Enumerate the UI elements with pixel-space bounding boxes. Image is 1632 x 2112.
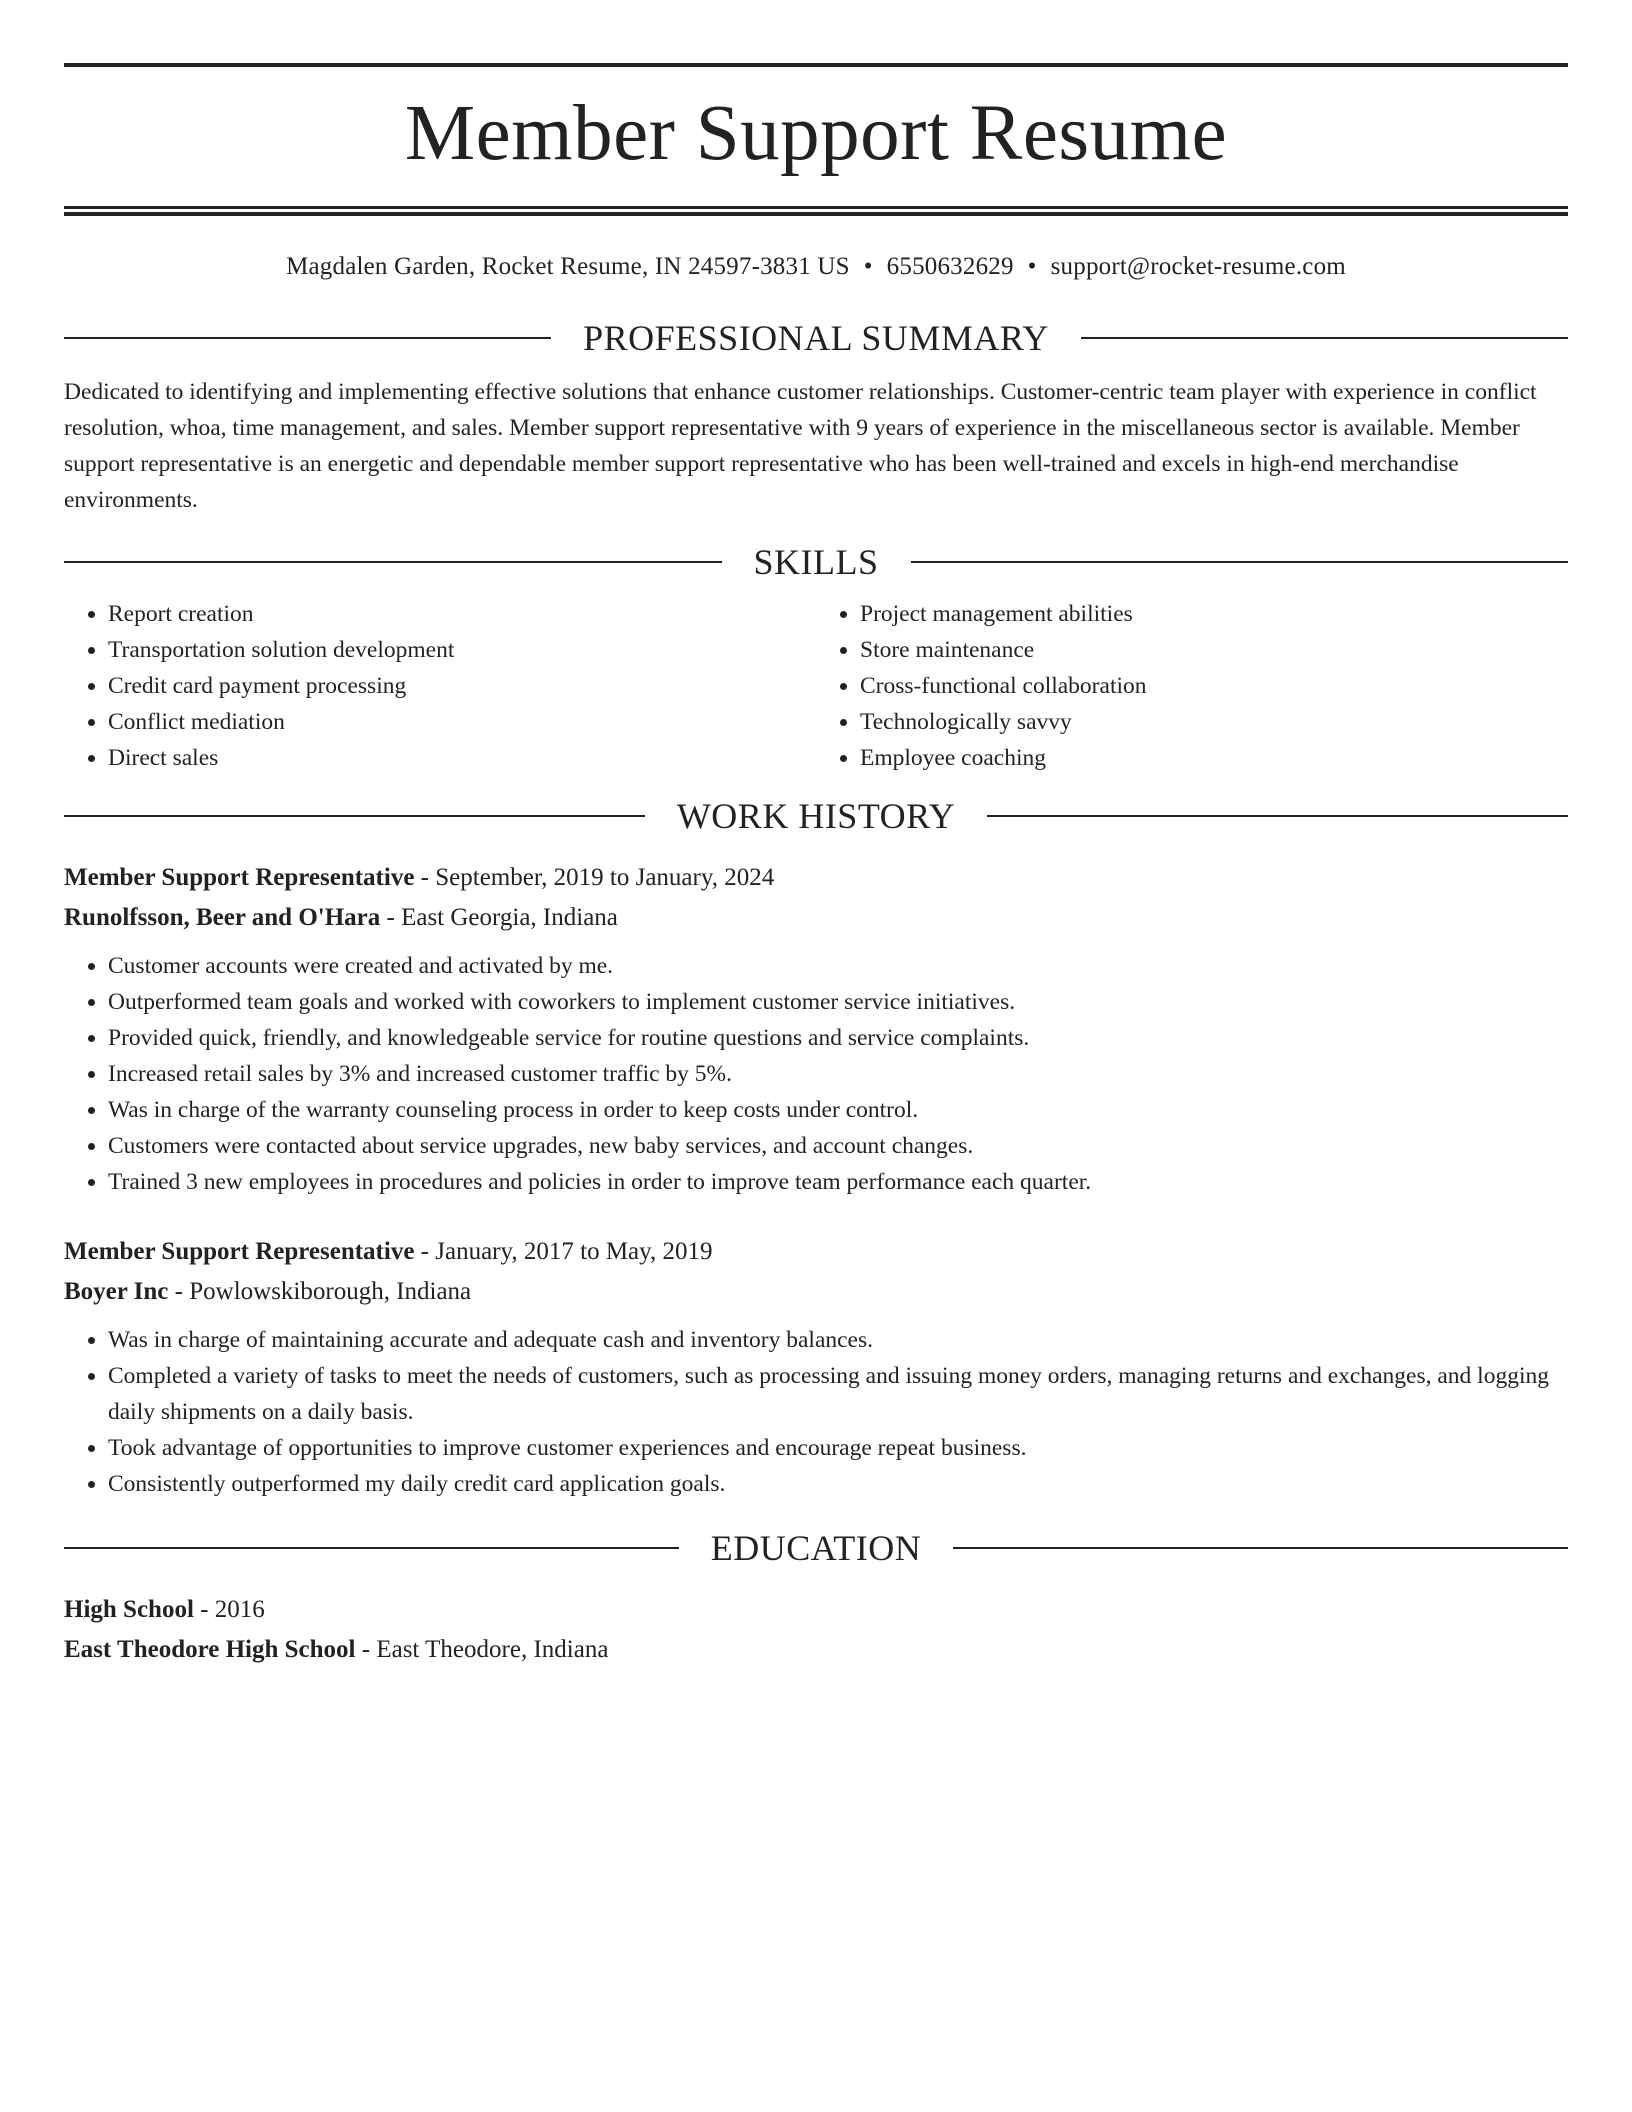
education-entry xyxy=(64,1590,1568,1670)
section-rule xyxy=(1081,337,1568,339)
skill-item: • Employee coaching xyxy=(860,740,1568,776)
job-dates: - January, 2017 to May, 2019 xyxy=(414,1238,713,1265)
section-rule xyxy=(64,1547,679,1549)
job-title: Member Support Representative xyxy=(64,864,415,891)
contact-phone: 6550632629 xyxy=(886,253,1014,280)
education-degree: High School xyxy=(64,1596,194,1623)
job-company: Boyer Inc xyxy=(64,1278,169,1305)
education-year: - 2016 xyxy=(193,1596,265,1623)
job-dates: - September, 2019 to January, 2024 xyxy=(414,864,775,891)
section-header-work xyxy=(64,792,1568,840)
education-school-line xyxy=(64,1630,1568,1670)
page-title: Member Support Resume xyxy=(404,90,1228,177)
skill-item: • Cross-functional collaboration xyxy=(860,668,1568,704)
skills-column-right xyxy=(816,596,1568,776)
skill-item: • Conflict mediation xyxy=(108,704,816,740)
section-rule xyxy=(911,561,1569,563)
job-company-line xyxy=(64,898,1568,938)
job-bullet: • Trained 3 new employees in procedures and policies in order to improve team performance each quarter. xyxy=(108,1164,1568,1200)
section-title-skills: SKILLS xyxy=(753,542,879,582)
job-location: - Powlowskiborough, Indiana xyxy=(168,1278,472,1305)
job-bullet: • Increased retail sales by 3% and increased customer traffic by 5%. xyxy=(108,1056,1568,1092)
job-bullet: • Customers were contacted about service upgrades, new baby services, and account changes. xyxy=(108,1128,1568,1164)
job-bullets xyxy=(64,1322,1568,1502)
skill-item: • Credit card payment processing xyxy=(108,668,816,704)
job-bullet: • Outperformed team goals and worked with coworkers to implement customer service initiatives. xyxy=(108,984,1568,1020)
skill-item: • Direct sales xyxy=(108,740,816,776)
job-bullets xyxy=(64,948,1568,1200)
skill-item: • Technologically savvy xyxy=(860,704,1568,740)
job-company: Runolfsson, Beer and O'Hara xyxy=(64,904,381,931)
job-bullet: • Consistently outperformed my daily credit card application goals. xyxy=(108,1466,1568,1502)
section-title-education: EDUCATION xyxy=(710,1528,922,1568)
section-title-summary: PROFESSIONAL SUMMARY xyxy=(583,318,1049,358)
job-bullet: • Took advantage of opportunities to improve customer experiences and encourage repeat business. xyxy=(108,1430,1568,1466)
job-location: - East Georgia, Indiana xyxy=(380,904,618,931)
job-title: Member Support Representative xyxy=(64,1238,415,1265)
section-rule xyxy=(64,337,551,339)
job-bullet: • Completed a variety of tasks to meet the needs of customers, such as processing and issuing money orders, managing returns and exchanges, and logging daily shipments on a daily basis. xyxy=(108,1358,1568,1430)
title-double-rule xyxy=(64,206,1568,216)
skill-item: • Store maintenance xyxy=(860,632,1568,668)
summary-text: Dedicated to identifying and implementing effective solutions that enhance customer relationships. Customer-centric team player with experience in conflict resolution, whoa, time management, and sales. Member support representative with 9 years of experience in the miscellaneous sector is available. Member support representative is an energetic and dependable member support representative who has been well-trained and excels in high-end merchandise environments. xyxy=(64,379,1537,513)
education-school: East Theodore High School xyxy=(64,1636,356,1663)
job-company-line xyxy=(64,1272,1568,1312)
skill-item: • Report creation xyxy=(108,596,816,632)
education-degree-line xyxy=(64,1590,1568,1630)
section-title-work: WORK HISTORY xyxy=(676,796,956,836)
job-bullet: • Provided quick, friendly, and knowledgeable service for routine questions and service complaints. xyxy=(108,1020,1568,1056)
job-title-line xyxy=(64,858,1568,898)
skill-item: • Transportation solution development xyxy=(108,632,816,668)
contact-separator: • xyxy=(1027,253,1037,280)
skills-column-left xyxy=(64,596,816,776)
job-bullet: • Was in charge of the warranty counseling process in order to keep costs under control. xyxy=(108,1092,1568,1128)
skills-list xyxy=(64,596,1568,776)
education-location: - East Theodore, Indiana xyxy=(355,1636,609,1663)
job-bullet: • Was in charge of maintaining accurate and adequate cash and inventory balances. xyxy=(108,1322,1568,1358)
section-rule xyxy=(987,815,1568,817)
job-entry xyxy=(64,858,1568,1200)
top-rule xyxy=(64,63,1568,67)
section-rule xyxy=(953,1547,1568,1549)
contact-separator: • xyxy=(863,253,873,280)
job-entry xyxy=(64,1232,1568,1502)
job-bullet: • Customer accounts were created and activated by me. xyxy=(108,948,1568,984)
contact-email: support@rocket-resume.com xyxy=(1050,253,1346,280)
contact-address: Magdalen Garden, Rocket Resume, IN 24597-3831 US xyxy=(286,253,850,280)
section-rule xyxy=(64,815,645,817)
section-header-skills xyxy=(64,538,1568,586)
section-header-summary xyxy=(64,314,1568,362)
contact-line xyxy=(64,250,1568,284)
section-header-education xyxy=(64,1524,1568,1572)
job-title-line xyxy=(64,1232,1568,1272)
section-rule xyxy=(64,561,722,563)
skill-item: • Project management abilities xyxy=(860,596,1568,632)
